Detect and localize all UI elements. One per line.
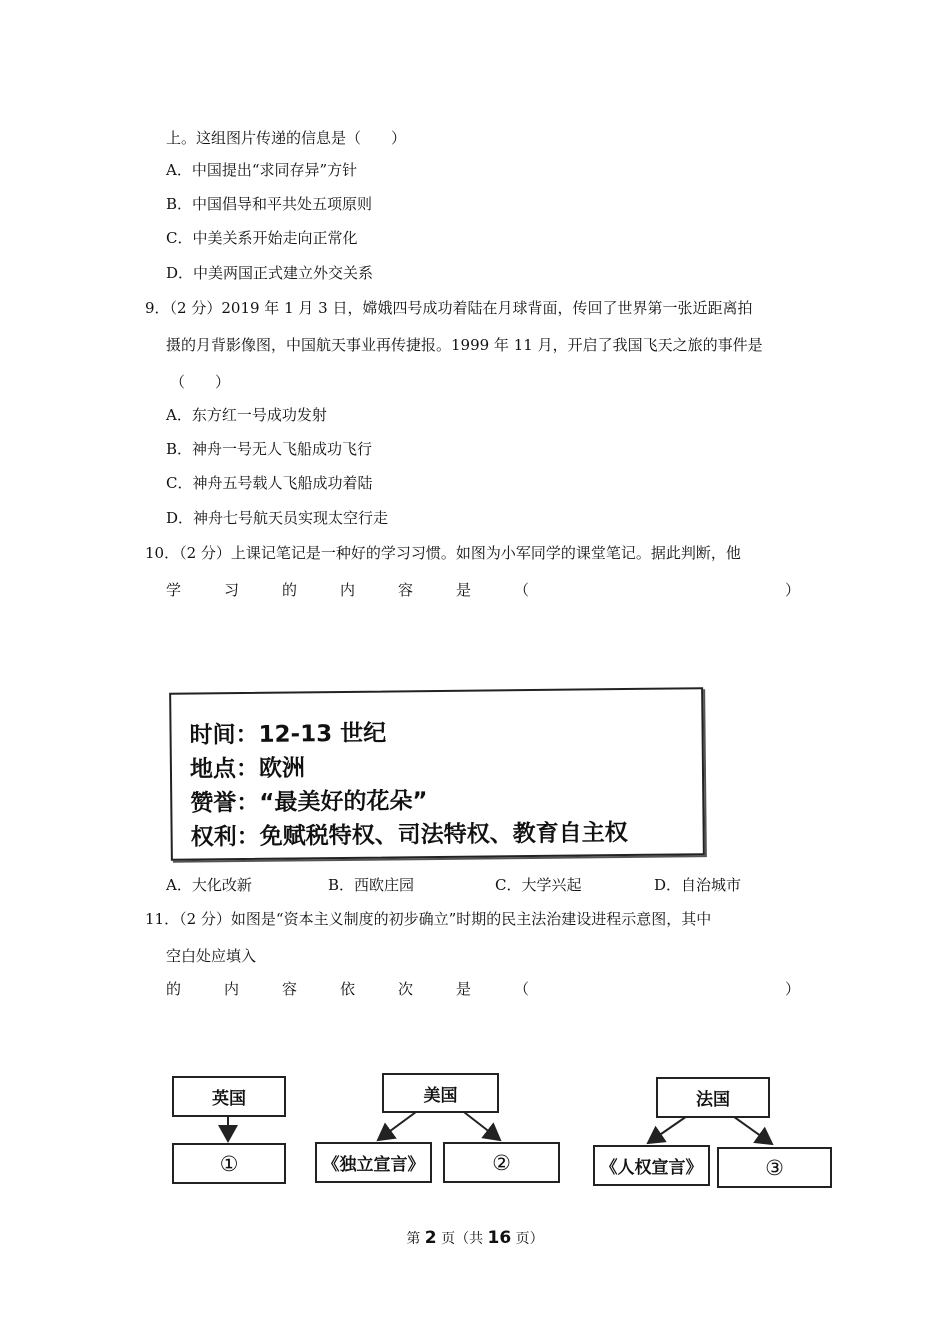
page-footer: 第 2 页（共 16 页）: [406, 1228, 544, 1248]
note-place: 地点：欧洲: [189, 755, 306, 783]
question-8-option-b[interactable]: B．中国倡导和平共处五项原则: [166, 195, 373, 213]
diagram-blank-2: ②: [443, 1142, 560, 1183]
question-11-stem-line-1: 11．（2 分）如图是“资本主义制度的初步确立”时期的民主法治建设进程示意图，其中: [145, 910, 712, 928]
diagram-blank-1: ①: [172, 1143, 286, 1184]
question-9-option-a[interactable]: A．东方红一号成功发射: [166, 406, 327, 424]
question-10-option-c[interactable]: C．大学兴起: [495, 876, 582, 894]
current-page-number: 2: [424, 1228, 437, 1248]
diagram-box-rights: 《人权宣言》: [593, 1145, 710, 1186]
question-9-option-c[interactable]: C．神舟五号载人飞船成功着陆: [166, 474, 373, 492]
diagram-blank-3: ③: [717, 1147, 832, 1188]
diagram-box-independence: 《独立宣言》: [315, 1142, 432, 1183]
arrow-fr-right: [730, 1114, 772, 1144]
question-9-stem-line-1: 9．（2 分）2019 年 1 月 3 日，嫦娥四号成功着陆在月球背面，传回了世界第一张近距离拍: [145, 299, 753, 317]
question-10-option-a[interactable]: A．大化改新: [166, 876, 252, 894]
question-10-number: 10．: [145, 544, 180, 562]
question-9-option-d[interactable]: D．神舟七号航天员实现太空行走: [166, 509, 389, 527]
question-8-stem-continuation: 上。这组图片传递的信息是（ ）: [166, 129, 407, 147]
question-10-stem-line-2: 学 习 的 内 容 是 （ ）: [166, 581, 800, 599]
arrow-fr-left: [648, 1114, 690, 1143]
question-8-option-d[interactable]: D．中美两国正式建立外交关系: [166, 264, 374, 282]
question-10-option-b[interactable]: B．西欧庄园: [328, 876, 415, 894]
question-10-option-d[interactable]: D．自治城市: [654, 876, 742, 894]
question-9-number: 9．: [145, 299, 170, 317]
question-11-number: 11．: [145, 910, 180, 928]
arrow-us-right: [460, 1109, 500, 1140]
note-time: 时间：12-13 世纪: [189, 720, 387, 749]
diagram-box-france: 法国: [656, 1077, 770, 1118]
question-8-option-c[interactable]: C．中美关系开始走向正常化: [166, 229, 358, 247]
arrow-us-left: [378, 1109, 420, 1140]
question-11-stem-line-3: 的 内 容 依 次 是 （ ）: [166, 980, 800, 998]
question-10-stem-line-1: 10．（2 分）上课记笔记是一种好的学习习惯。如图为小军同学的课堂笔记。据此判断，他: [145, 544, 741, 562]
question-9-answer-blank: （ ）: [170, 373, 231, 391]
diagram-box-us: 美国: [382, 1073, 499, 1113]
question-11-stem-line-2: 空白处应填入: [166, 947, 257, 965]
note-praise: 赞誉：“最美好的花朵”: [190, 788, 428, 817]
question-8-option-a[interactable]: A．中国提出“求同存异”方针: [166, 161, 358, 179]
total-pages: 16: [487, 1228, 512, 1248]
question-9-stem-line-2: 摄的月背影像图，中国航天事业再传捷报。1999 年 11 月，开启了我国飞天之旅的事件是: [166, 336, 763, 354]
note-rights: 权利：免赋税特权、司法特权、教育自主权: [190, 820, 628, 851]
diagram-box-uk: 英国: [172, 1076, 286, 1117]
question-9-option-b[interactable]: B．神舟一号无人飞船成功飞行: [166, 440, 373, 458]
